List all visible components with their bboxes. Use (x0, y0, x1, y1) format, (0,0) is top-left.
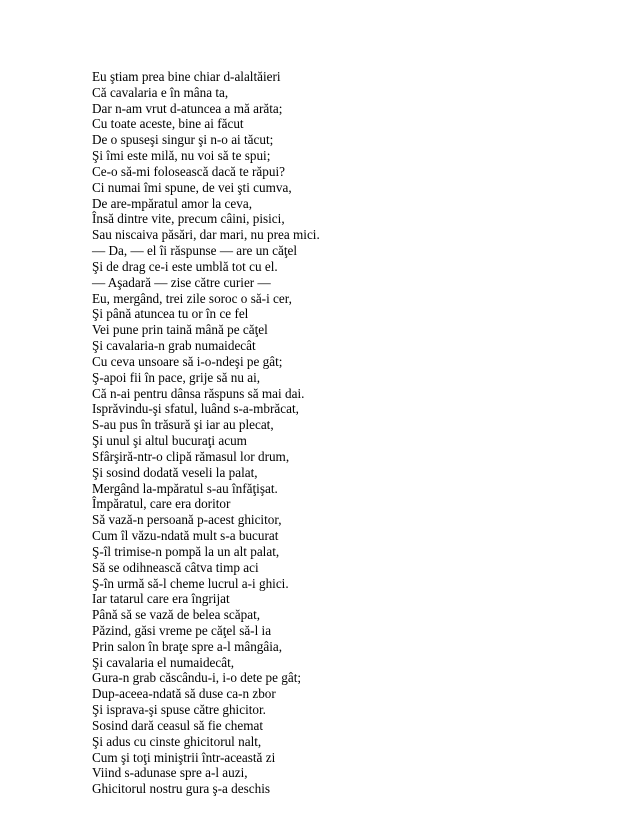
poem-line: Ş-în urmă să-l cheme lucrul a-i ghici. (92, 575, 289, 591)
poem-line: Vei pune prin taină mână pe căţel (92, 322, 268, 338)
poem-line: Şi până atuncea tu or în ce fel (92, 306, 249, 322)
poem-line: Şi de drag ce-i este umblă tot cu el. (92, 258, 278, 274)
poem-line: S-au pus în trăsură şi iar au plecat, (92, 417, 274, 433)
poem-text-block (92, 69, 592, 797)
poem-line: Şi isprava-şi spuse către ghicitor. (92, 702, 266, 718)
poem-line: — Da, — el îi răspunse — are un căţel (92, 243, 298, 259)
poem-line: Împăratul, care era doritor (92, 496, 231, 512)
poem-line: Ce-o să-mi folosească dacă te răpui? (92, 163, 285, 179)
poem-line: Că cavalaria e în mâna ta, (92, 84, 229, 100)
poem-line: Să se odihnească câtva timp aci (92, 559, 259, 575)
poem-line: Şi îmi este milă, nu voi să te spui; (92, 148, 271, 164)
poem-line: Sosind dară ceasul să fie chemat (92, 717, 264, 733)
poem-line: Eu ştiam prea bine chiar d-alaltăieri (92, 69, 281, 84)
poem-line: Cum îl văzu-ndată mult s-a bucurat (92, 528, 279, 544)
poem-line: Şi sosind dodată veseli la palat, (92, 464, 258, 480)
poem-line: De are-mpăratul amor la ceva, (92, 195, 252, 211)
poem-line: Sau niscaiva păsări, dar mari, nu prea mici. (92, 227, 320, 243)
poem-line: Viind s-adunase spre a-l auzi, (92, 765, 248, 781)
poem-line: — Aşadară — zise către curier — (92, 274, 271, 290)
poem-line: Cum şi toţi miniştrii într-această zi (92, 749, 276, 765)
poem-line: Cu ceva unsoare să i-o-ndeşi pe gât; (92, 353, 283, 369)
poem-line: Prin salon în braţe spre a-l mângâia, (92, 638, 283, 654)
poem-line: Dup-aceea-ndată să duse ca-n zbor (92, 686, 276, 702)
poem-line: Mergând la-mpăratul s-au înfăţişat. (92, 480, 278, 496)
poem-line: Însă dintre vite, precum câini, pisici, (92, 211, 285, 227)
poem-line: Dar n-am vrut d-atuncea a mă arăta; (92, 100, 283, 116)
poem-line: Sfârşiră-ntr-o clipă rămasul lor drum, (92, 448, 290, 464)
poem-line: Că n-ai pentru dânsa răspuns să mai dai. (92, 385, 305, 401)
poem-line: Ci numai îmi spune, de vei şti cumva, (92, 179, 292, 195)
poem-line: De o spuseşi singur şi n-o ai tăcut; (92, 132, 274, 148)
poem-line: Ş-îl trimise-n pompă la un alt palat, (92, 543, 280, 559)
poem-line: Şi cavalaria-n grab numaidecât (92, 338, 256, 354)
poem-line: Eu, mergând, trei zile soroc o să-i cer, (92, 290, 292, 306)
poem-line: Şi adus cu cinste ghicitorul nalt, (92, 733, 262, 749)
poem-line: Şi unul şi altul bucuraţi acum (92, 433, 247, 449)
poem-line: Păzind, găsi vreme pe căţel să-l ia (92, 622, 272, 638)
poem-line: Şi cavalaria el numaidecât, (92, 654, 235, 670)
poem-line: Gura-n grab căscându-i, i-o dete pe gât; (92, 670, 302, 686)
poem-line: Iar tatarul care era îngrijat (92, 591, 230, 607)
poem-line: Ş-apoi fii în pace, grije să nu ai, (92, 369, 261, 385)
poem-line: Să vază-n persoană p-acest ghicitor, (92, 512, 282, 528)
poem-line: Cu toate aceste, bine ai făcut (92, 116, 244, 132)
poem-line: Isprăvindu-şi sfatul, luând s-a-mbrăcat, (92, 401, 299, 417)
poem-line: Până să se vază de belea scăpat, (92, 607, 261, 623)
poem-line: Ghicitorul nostru gura ş-a deschis (92, 781, 270, 797)
